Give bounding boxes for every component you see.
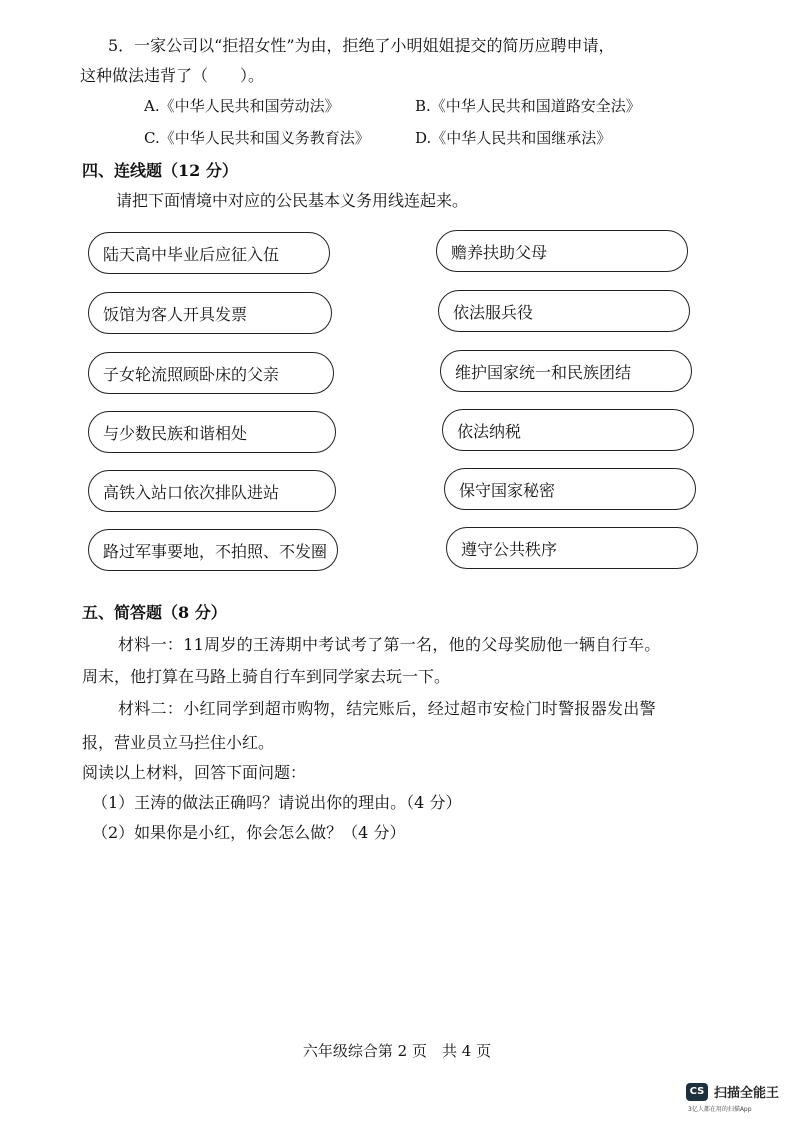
section-4-instruction: 请把下面情境中对应的公民基本义务用线连起来。 [116, 191, 469, 210]
scenario-box-6: 路过军事要地，不拍照、不发圈 [88, 529, 338, 571]
section-4-title: 四、连线题（12 分） [82, 161, 238, 180]
scenario-box-2: 饭馆为客人开具发票 [88, 292, 332, 334]
duty-box-6: 遵守公共秩序 [446, 527, 698, 569]
duty-box-5: 保守国家秘密 [444, 468, 696, 510]
scenario-box-5: 高铁入站口依次排队进站 [88, 470, 336, 512]
duty-box-2: 依法服兵役 [438, 290, 690, 332]
option-d: D.《中华人民共和国继承法》 [415, 129, 612, 147]
material-1-line1: 材料一：11周岁的王涛期中考试考了第一名，他的父母奖励他一辆自行车。 [118, 635, 661, 654]
scenario-box-3: 子女轮流照顾卧床的父亲 [88, 352, 334, 394]
sub-question-1: （1）王涛的做法正确吗？请说出你的理由。（4 分） [92, 793, 462, 812]
section-5-title: 五、简答题（8 分） [82, 603, 227, 622]
duty-box-3: 维护国家统一和民族团结 [440, 350, 692, 392]
question-5-line1: 5．一家公司以“拒招女性”为由，拒绝了小明姐姐提交的简历应聘申请， [108, 36, 615, 55]
material-1-line2: 周末，他打算在马路上骑自行车到同学家去玩一下。 [82, 667, 451, 686]
scenario-box-1: 陆天高中毕业后应征入伍 [88, 232, 330, 274]
material-2-line1: 材料二：小红同学到超市购物，结完账后，经过超市安检门时警报器发出警 [118, 699, 656, 718]
material-2-line2: 报，营业员立马拦住小红。 [82, 733, 275, 752]
camscanner-logo-icon: CS [686, 1083, 708, 1101]
question-5-line2: 这种做法违背了（ ）。 [80, 66, 265, 85]
reading-instruction: 阅读以上材料，回答下面问题： [82, 763, 307, 782]
watermark-name: 扫描全能王 [714, 1086, 780, 1101]
option-c: C.《中华人民共和国义务教育法》 [144, 129, 370, 147]
scanner-watermark [686, 1082, 779, 1101]
sub-question-2: （2）如果你是小红，你会怎么做？（4 分） [92, 823, 406, 842]
option-a: A.《中华人民共和国劳动法》 [144, 97, 340, 115]
duty-box-4: 依法纳税 [442, 409, 694, 451]
page-footer: 六年级综合第 2 页 共 4 页 [302, 1042, 492, 1060]
option-b: B.《中华人民共和国道路安全法》 [415, 97, 641, 115]
duty-box-1: 赡养扶助父母 [436, 230, 688, 272]
scenario-box-4: 与少数民族和谐相处 [88, 411, 336, 453]
watermark-tagline: 3亿人都在用的扫描App [688, 1106, 752, 1113]
